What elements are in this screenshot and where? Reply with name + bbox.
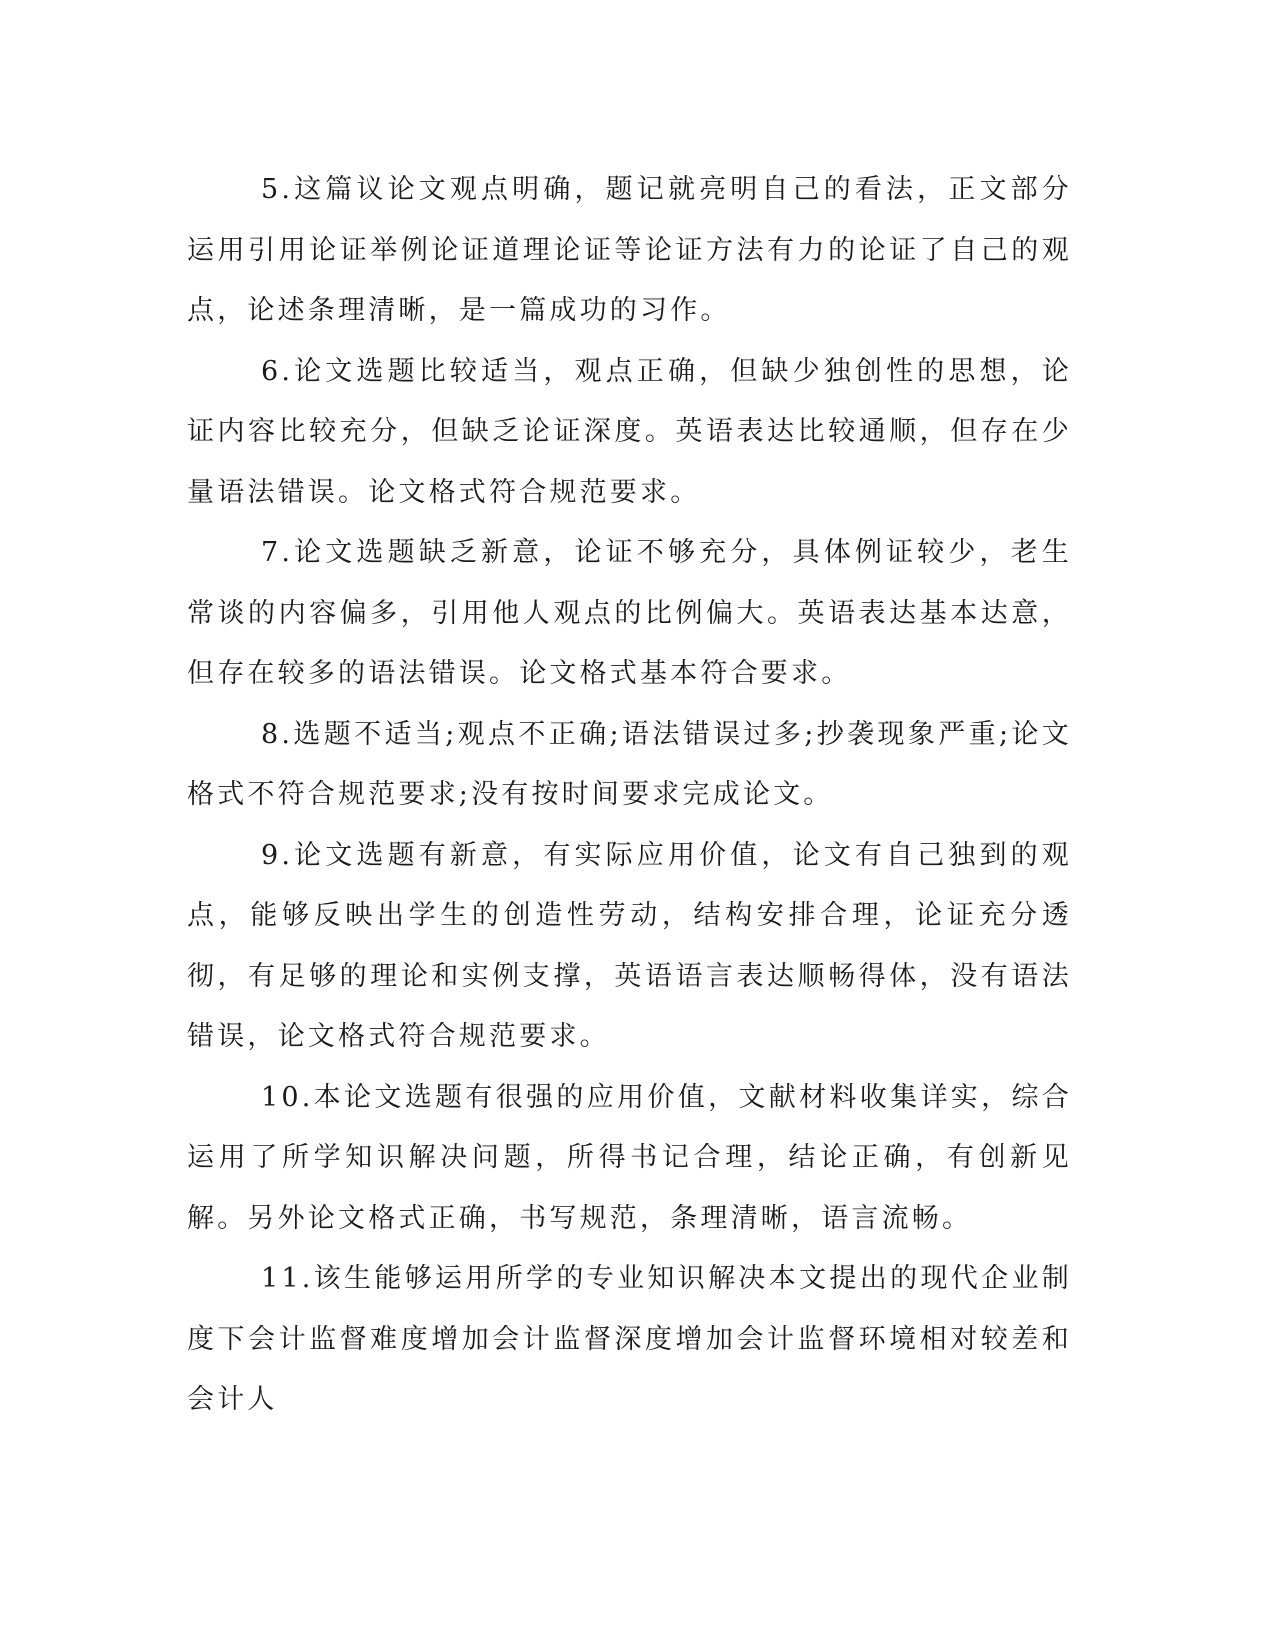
comment-paragraph-10: 10.本论文选题有很强的应用价值，文献材料收集详实，综合运用了所学知识解决问题，所得书记合理，结论正确，有创新见解。另外论文格式正确，书写规范，条理清晰，语言流畅。: [187, 1081, 1072, 1234]
comment-paragraph-5: 5.这篇议论文观点明确，题记就亮明自己的看法，正文部分运用引用论证举例论证道理论证等论证方法有力的论证了自己的观点，论述条理清晰，是一篇成功的习作。: [187, 174, 1072, 326]
comment-paragraph-11: 11.该生能够运用所学的专业知识解决本文提出的现代企业制度下会计监督难度增加会计监督深度增加会计监督环境相对较差和会计人: [187, 1263, 1072, 1415]
comment-paragraph-6: 6.论文选题比较适当，观点正确，但缺少独创性的思想，论证内容比较充分，但缺乏论证深度。英语表达比较通顺，但存在少量语法错误。论文格式符合规范要求。: [187, 355, 1072, 508]
comment-paragraph-7: 7.论文选题缺乏新意，论证不够充分，具体例证较少，老生常谈的内容偏多，引用他人观点的比例偏大。英语表达基本达意，但存在较多的语法错误。论文格式基本符合要求。: [187, 537, 1072, 689]
comment-paragraph-8: 8.选题不适当;观点不正确;语法错误过多;抄袭现象严重;论文格式不符合规范要求;没有按时间要求完成论文。: [187, 718, 1072, 810]
comment-paragraph-9: 9.论文选题有新意，有实际应用价值，论文有自己独到的观点，能够反映出学生的创造性劳动，结构安排合理，论证充分透彻，有足够的理论和实例支撑，英语语言表达顺畅得体，没有语法错误，论文格式符合规范要求。: [187, 839, 1072, 1052]
document-body: [187, 160, 1072, 1431]
